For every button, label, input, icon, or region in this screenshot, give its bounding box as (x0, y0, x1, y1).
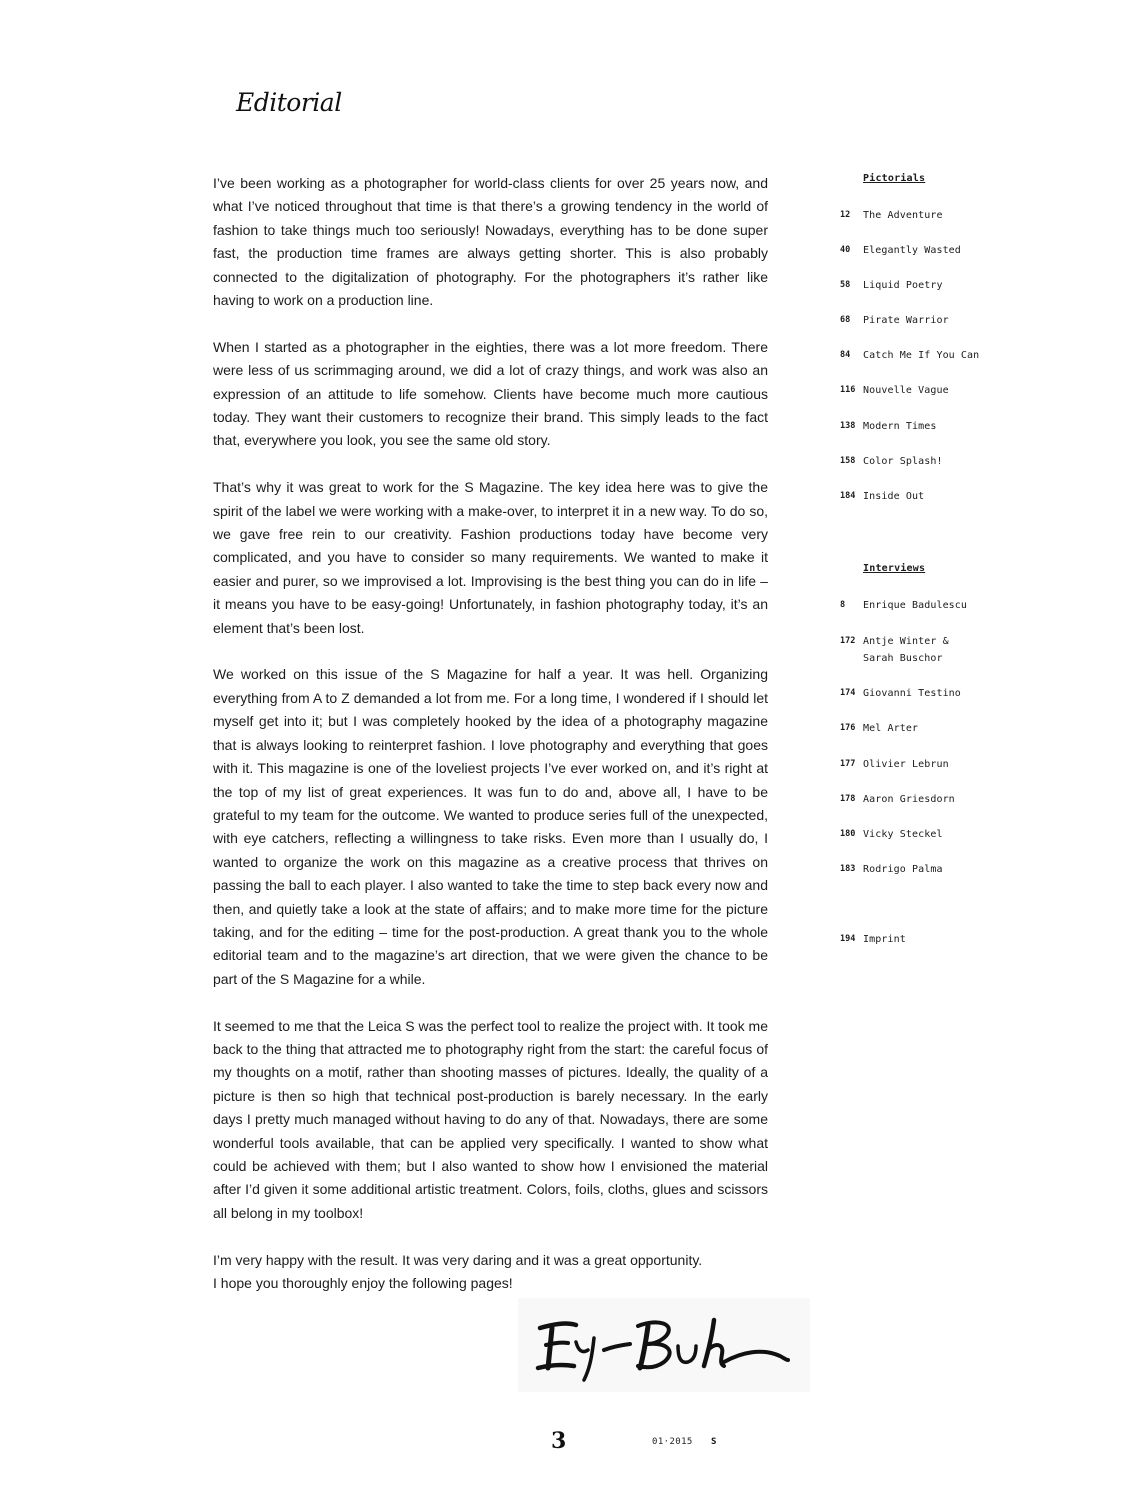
toc-item[interactable] (840, 633, 1090, 667)
toc-heading-pictorials: Pictorials (863, 173, 926, 184)
page-title: Editorial (236, 88, 342, 117)
toc-item-title: Giovanni Testino (863, 688, 961, 699)
toc-heading-interviews: Interviews (863, 563, 926, 574)
toc-item[interactable] (840, 347, 1090, 364)
toc-item-title: The Adventure (863, 210, 943, 221)
toc-page-number: 180 (840, 829, 856, 839)
toc-item-title: Aaron Griesdorn (863, 794, 955, 805)
toc-page-number: 40 (840, 245, 851, 255)
toc-item[interactable] (840, 720, 1090, 737)
table-of-contents (840, 172, 1090, 948)
toc-item[interactable] (840, 861, 1090, 878)
issue-date: 01·2015 (652, 1437, 693, 1447)
toc-item[interactable] (840, 382, 1090, 399)
toc-item-title: Inside Out (863, 491, 925, 502)
toc-page-number: 58 (840, 280, 851, 290)
paragraph: That’s why it was great to work for the S Magazine. The key idea here was to give the spirit of the label we were working with a make-over, to interpret it in a new way. To do so, we gave free rein to our creativity. Fashion productions today have become very complicated, and you have to consider so many requirements. We wanted to make it easier and purer, so we improvised a lot. Improvising is the best thing you can do in life – it means you have to be easy-going! Unfortunately, in fashion photography today, it’s an element that’s been lost. (213, 479, 768, 636)
toc-item[interactable] (840, 312, 1090, 329)
closing (213, 1249, 768, 1296)
closing-line: I’m very happy with the result. It was very daring and it was a great opportunity. (213, 1251, 703, 1268)
paragraph: I’ve been working as a photographer for world-class clients for over 25 years now, and what I’ve noticed throughout that time is that there’s a growing tendency in the world of fashion to take things much too seriously! Nowadays, everything has to be done super fast, the production time frames are always getting shorter. This is also probably connected to the digitalization of photography. For the photographers it’s rather like having to work on a production line. (213, 175, 768, 309)
toc-page-number: 178 (840, 794, 856, 804)
toc-page-number: 12 (840, 210, 851, 220)
toc-item[interactable] (840, 597, 1090, 614)
toc-item[interactable] (840, 277, 1090, 294)
toc-item[interactable] (840, 791, 1090, 808)
magazine-logo: S (711, 1437, 717, 1447)
toc-item-title: Pirate Warrior (863, 315, 949, 326)
toc-page-number: 183 (840, 864, 856, 874)
toc-item-title: Liquid Poetry (863, 280, 943, 291)
toc-item-title: Enrique Badulescu (863, 600, 968, 611)
toc-item[interactable] (840, 418, 1090, 435)
toc-item[interactable] (840, 488, 1090, 505)
toc-item-title: Catch Me If You Can (863, 350, 980, 361)
editorial-body (213, 172, 768, 1295)
toc-page-number: 172 (840, 636, 856, 646)
toc-page-number: 84 (840, 350, 851, 360)
toc-item-title: Elegantly Wasted (863, 245, 961, 256)
toc-page-number: 116 (840, 385, 856, 395)
toc-item[interactable] (840, 685, 1090, 702)
toc-page-number: 194 (840, 934, 856, 944)
toc-page-number: 158 (840, 456, 856, 466)
toc-item-title: Imprint (863, 934, 906, 945)
toc-page-number: 8 (840, 600, 846, 610)
toc-item-imprint[interactable] (840, 931, 1090, 948)
toc-page-number: 184 (840, 491, 856, 501)
paragraph: When I started as a photographer in the eighties, there was a lot more freedom. There were less of us scrimmaging around, we did a lot of crazy things, and work was also an expression of an attitude to life somehow. Clients have become much more cautious today. They want their customers to recognize their brand. This simply leads to the fact that, everywhere you look, you see the same old story. (213, 338, 768, 449)
toc-item[interactable] (840, 207, 1090, 224)
toc-item[interactable] (840, 453, 1090, 470)
toc-page-number: 177 (840, 759, 856, 769)
handwritten-signature (518, 1298, 810, 1392)
toc-page-number: 68 (840, 315, 851, 325)
toc-item-title: Vicky Steckel (863, 829, 943, 840)
page-number: 3 (551, 1428, 567, 1454)
paragraph: It seemed to me that the Leica S was the perfect tool to realize the project with. It took me back to the thing that attracted me to photography right from the start: the careful focus of my thoughts on a motif, rather than shooting masses of pictures. Ideally, the quality of a picture is then so high that technical post-production is barely necessary. In the early days I pretty much managed without having to do any of that. Nowadays, there are some wonderful tools available, that can be applied very specifically. I wanted to show what could be achieved with them; but I also wanted to show how I envisioned the material after I’d given it some additional artistic treatment. Colors, foils, cloths, glues and scissors all belong in my toolbox! (213, 1017, 768, 1221)
closing-line: I hope you thoroughly enjoy the following pages! (213, 1275, 513, 1292)
toc-item-title: Antje Winter & Sarah Buschor (863, 636, 949, 664)
toc-item-title: Color Splash! (863, 456, 943, 467)
toc-page-number: 176 (840, 723, 856, 733)
toc-item-title: Mel Arter (863, 723, 919, 734)
toc-item[interactable] (840, 242, 1090, 259)
toc-page-number: 174 (840, 688, 856, 698)
toc-item[interactable] (840, 826, 1090, 843)
toc-item-title: Rodrigo Palma (863, 864, 943, 875)
toc-item-title: Nouvelle Vague (863, 385, 949, 396)
toc-page-number: 138 (840, 421, 856, 431)
toc-item[interactable] (840, 756, 1090, 773)
toc-item-title: Modern Times (863, 421, 937, 432)
toc-item-title: Olivier Lebrun (863, 759, 949, 770)
paragraph: We worked on this issue of the S Magazine for half a year. It was hell. Organizing everything from A to Z demanded a lot from me. For a long time, I wondered if I should let myself get into it; but I was completely hooked by the idea of a photography magazine that is always looking to reinterpret fashion. I love photography and everything that goes with it. This magazine is one of the loveliest projects I’ve ever worked on, and it’s right at the top of my list of great experiences. It was fun to do and, above all, I have to be grateful to my team for the outcome. We wanted to produce series full of the unexpected, with eye catchers, reflecting a willingness to take risks. Even more than I usually do, I wanted to organize the work on this magazine as a creative process that thrives on passing the ball to each player. I also wanted to take the time to step back every now and then, and quietly take a look at the state of affairs; and to make more time for the picture taking, and for the editing – time for the post-production. A great thank you to the whole editorial team and to the magazine’s art direction, that we were given the chance to be part of the S Magazine for a while. (213, 666, 768, 987)
